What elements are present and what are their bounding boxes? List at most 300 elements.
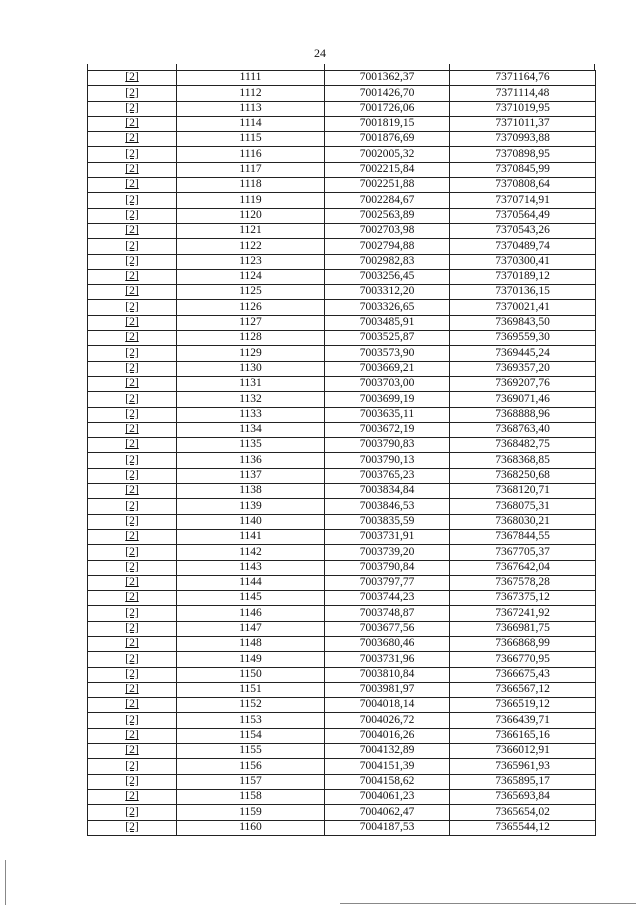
cell-y-coordinate bbox=[450, 438, 596, 453]
cell-x-coordinate-text: 7002563,89 bbox=[359, 208, 415, 221]
table-row bbox=[88, 315, 596, 330]
cell-x-coordinate bbox=[325, 575, 450, 590]
cell-y-coordinate-text: 7365544,12 bbox=[495, 820, 550, 833]
cell-reference bbox=[88, 132, 177, 147]
cell-x-coordinate-text: 7004018,14 bbox=[359, 698, 415, 711]
cell-reference-text: [2] bbox=[125, 224, 139, 237]
cell-reference bbox=[88, 606, 177, 621]
table-row bbox=[88, 514, 596, 529]
cell-x-coordinate bbox=[325, 315, 450, 330]
cell-x-coordinate bbox=[325, 667, 450, 682]
cell-y-coordinate bbox=[450, 728, 596, 743]
cell-x-coordinate-text: 7003744,23 bbox=[359, 591, 415, 604]
cell-x-coordinate bbox=[325, 147, 450, 162]
cell-x-coordinate bbox=[325, 713, 450, 728]
cell-y-coordinate bbox=[450, 269, 596, 284]
cell-y-coordinate bbox=[450, 774, 596, 789]
cell-y-coordinate bbox=[450, 744, 596, 759]
cell-reference bbox=[88, 621, 177, 636]
cell-y-coordinate-text: 7368888,96 bbox=[495, 407, 550, 420]
cell-point-number-text: 1143 bbox=[239, 560, 262, 573]
cell-y-coordinate bbox=[450, 636, 596, 651]
cell-y-coordinate bbox=[450, 499, 596, 514]
coordinates-table bbox=[87, 70, 596, 836]
cell-point-number bbox=[177, 652, 325, 667]
cell-reference bbox=[88, 361, 177, 376]
cell-x-coordinate bbox=[325, 223, 450, 238]
cell-y-coordinate bbox=[450, 453, 596, 468]
cell-reference-text: [2] bbox=[125, 193, 139, 206]
cell-point-number-text: 1113 bbox=[239, 101, 262, 114]
cell-reference-text: [2] bbox=[125, 637, 139, 650]
cell-y-coordinate-text: 7370714,91 bbox=[495, 193, 550, 206]
cell-reference-text: [2] bbox=[125, 790, 139, 803]
table-row bbox=[88, 101, 596, 116]
cell-x-coordinate bbox=[325, 591, 450, 606]
cell-reference bbox=[88, 162, 177, 177]
cell-point-number bbox=[177, 86, 325, 101]
table-row bbox=[88, 346, 596, 361]
cell-x-coordinate-text: 7003669,21 bbox=[359, 361, 415, 374]
table-row bbox=[88, 606, 596, 621]
cell-reference bbox=[88, 147, 177, 162]
cell-point-number-text: 1156 bbox=[239, 759, 262, 772]
cell-reference bbox=[88, 514, 177, 529]
table-row bbox=[88, 223, 596, 238]
cell-point-number bbox=[177, 147, 325, 162]
cell-y-coordinate-text: 7366165,16 bbox=[495, 729, 550, 742]
cell-reference bbox=[88, 484, 177, 499]
cell-y-coordinate-text: 7365961,93 bbox=[495, 759, 550, 772]
cell-y-coordinate bbox=[450, 315, 596, 330]
cell-y-coordinate bbox=[450, 422, 596, 437]
cell-x-coordinate-text: 7002005,32 bbox=[359, 147, 415, 160]
cell-x-coordinate bbox=[325, 254, 450, 269]
cell-x-coordinate bbox=[325, 621, 450, 636]
cell-x-coordinate bbox=[325, 193, 450, 208]
cell-point-number-text: 1159 bbox=[239, 805, 262, 818]
cell-y-coordinate-text: 7369445,24 bbox=[495, 346, 550, 359]
cell-reference bbox=[88, 805, 177, 820]
cell-reference bbox=[88, 667, 177, 682]
cell-x-coordinate bbox=[325, 86, 450, 101]
cell-point-number-text: 1134 bbox=[239, 423, 262, 436]
cell-point-number bbox=[177, 759, 325, 774]
cell-x-coordinate-text: 7003981,97 bbox=[359, 683, 415, 696]
cell-x-coordinate bbox=[325, 331, 450, 346]
cell-y-coordinate bbox=[450, 178, 596, 193]
cell-reference bbox=[88, 499, 177, 514]
table-row bbox=[88, 759, 596, 774]
table-row bbox=[88, 682, 596, 697]
cell-reference bbox=[88, 774, 177, 789]
cell-point-number bbox=[177, 621, 325, 636]
cell-reference-text: [2] bbox=[125, 698, 139, 711]
cell-reference bbox=[88, 591, 177, 606]
cell-x-coordinate-text: 7003739,20 bbox=[359, 545, 415, 558]
cell-reference bbox=[88, 254, 177, 269]
cell-y-coordinate bbox=[450, 361, 596, 376]
cell-point-number bbox=[177, 269, 325, 284]
cell-y-coordinate-text: 7366868,99 bbox=[495, 637, 550, 650]
cell-y-coordinate-text: 7366439,71 bbox=[495, 713, 550, 726]
cell-reference-text: [2] bbox=[125, 667, 139, 680]
cell-point-number-text: 1126 bbox=[239, 300, 262, 313]
cell-point-number bbox=[177, 820, 325, 835]
cell-reference bbox=[88, 269, 177, 284]
cell-reference bbox=[88, 300, 177, 315]
table-row bbox=[88, 484, 596, 499]
cell-y-coordinate-text: 7368075,31 bbox=[495, 499, 550, 512]
cell-x-coordinate-text: 7003326,65 bbox=[359, 300, 415, 313]
cell-point-number bbox=[177, 484, 325, 499]
cell-x-coordinate-text: 7001426,70 bbox=[359, 86, 415, 99]
cell-x-coordinate bbox=[325, 728, 450, 743]
cell-reference-text: [2] bbox=[125, 606, 139, 619]
cell-x-coordinate-text: 7004062,47 bbox=[359, 805, 415, 818]
cell-y-coordinate bbox=[450, 101, 596, 116]
cell-reference-text: [2] bbox=[125, 300, 139, 313]
cell-x-coordinate bbox=[325, 101, 450, 116]
cell-x-coordinate bbox=[325, 453, 450, 468]
cell-point-number bbox=[177, 468, 325, 483]
cell-x-coordinate bbox=[325, 269, 450, 284]
cell-x-coordinate-text: 7003835,59 bbox=[359, 514, 415, 527]
table-row bbox=[88, 422, 596, 437]
cell-y-coordinate bbox=[450, 484, 596, 499]
table-row bbox=[88, 805, 596, 820]
cell-reference-text: [2] bbox=[125, 530, 139, 543]
cell-point-number-text: 1133 bbox=[239, 407, 262, 420]
cell-y-coordinate bbox=[450, 468, 596, 483]
cell-y-coordinate bbox=[450, 239, 596, 254]
cell-point-number bbox=[177, 728, 325, 743]
cell-y-coordinate-text: 7365895,17 bbox=[495, 774, 550, 787]
table-row bbox=[88, 591, 596, 606]
table-row bbox=[88, 178, 596, 193]
cell-x-coordinate-text: 7003731,91 bbox=[359, 530, 415, 543]
cell-point-number bbox=[177, 545, 325, 560]
cell-reference-text: [2] bbox=[125, 239, 139, 252]
cell-x-coordinate bbox=[325, 805, 450, 820]
cell-point-number bbox=[177, 223, 325, 238]
cell-point-number bbox=[177, 132, 325, 147]
cell-y-coordinate-text: 7367642,04 bbox=[495, 560, 550, 573]
cell-x-coordinate-text: 7003765,23 bbox=[359, 469, 415, 482]
cell-point-number-text: 1141 bbox=[239, 530, 262, 543]
cell-point-number bbox=[177, 331, 325, 346]
cell-reference bbox=[88, 728, 177, 743]
cell-x-coordinate-text: 7001726,06 bbox=[359, 101, 415, 114]
cell-point-number-text: 1136 bbox=[239, 453, 262, 466]
cell-x-coordinate bbox=[325, 239, 450, 254]
table-row bbox=[88, 560, 596, 575]
cell-y-coordinate-text: 7368763,40 bbox=[495, 423, 550, 436]
cell-reference-text: [2] bbox=[125, 86, 139, 99]
cell-x-coordinate bbox=[325, 652, 450, 667]
table-row bbox=[88, 376, 596, 391]
cell-reference bbox=[88, 636, 177, 651]
cell-y-coordinate bbox=[450, 346, 596, 361]
table-row bbox=[88, 575, 596, 590]
cell-y-coordinate-text: 7370993,88 bbox=[495, 132, 550, 145]
cell-reference bbox=[88, 529, 177, 544]
cell-reference bbox=[88, 713, 177, 728]
cell-y-coordinate bbox=[450, 254, 596, 269]
cell-y-coordinate bbox=[450, 331, 596, 346]
cell-reference-text: [2] bbox=[125, 270, 139, 283]
cell-reference bbox=[88, 285, 177, 300]
table-row bbox=[88, 636, 596, 651]
cell-x-coordinate-text: 7003312,20 bbox=[359, 285, 415, 298]
cell-y-coordinate bbox=[450, 698, 596, 713]
cell-point-number-text: 1153 bbox=[239, 713, 262, 726]
table-row bbox=[88, 285, 596, 300]
cell-y-coordinate bbox=[450, 407, 596, 422]
cell-point-number-text: 1154 bbox=[239, 729, 262, 742]
cell-point-number bbox=[177, 422, 325, 437]
cell-point-number bbox=[177, 239, 325, 254]
cell-point-number-text: 1137 bbox=[239, 469, 262, 482]
cell-point-number-text: 1139 bbox=[239, 499, 262, 512]
cell-x-coordinate bbox=[325, 744, 450, 759]
cell-point-number-text: 1148 bbox=[239, 637, 262, 650]
cell-reference bbox=[88, 789, 177, 804]
table-row bbox=[88, 254, 596, 269]
cell-x-coordinate bbox=[325, 529, 450, 544]
cell-x-coordinate-text: 7002794,88 bbox=[359, 239, 415, 252]
cell-y-coordinate bbox=[450, 545, 596, 560]
cell-reference-text: [2] bbox=[125, 545, 139, 558]
cell-x-coordinate bbox=[325, 376, 450, 391]
cell-y-coordinate bbox=[450, 682, 596, 697]
cell-y-coordinate bbox=[450, 514, 596, 529]
cell-x-coordinate-text: 7004016,26 bbox=[359, 729, 415, 742]
cell-reference-text: [2] bbox=[125, 71, 139, 84]
cell-y-coordinate-text: 7368250,68 bbox=[495, 469, 550, 482]
cell-x-coordinate bbox=[325, 407, 450, 422]
cell-y-coordinate-text: 7367375,12 bbox=[495, 591, 550, 604]
cell-reference bbox=[88, 759, 177, 774]
table-row bbox=[88, 698, 596, 713]
cell-reference bbox=[88, 223, 177, 238]
cell-point-number bbox=[177, 162, 325, 177]
cell-y-coordinate-text: 7370136,15 bbox=[495, 285, 550, 298]
cell-reference bbox=[88, 820, 177, 835]
cell-x-coordinate-text: 7003810,84 bbox=[359, 667, 415, 680]
cell-point-number bbox=[177, 254, 325, 269]
cell-point-number bbox=[177, 698, 325, 713]
table-row bbox=[88, 147, 596, 162]
table-row bbox=[88, 162, 596, 177]
cell-y-coordinate-text: 7370564,49 bbox=[495, 208, 550, 221]
cell-point-number-text: 1142 bbox=[239, 545, 262, 558]
cell-y-coordinate bbox=[450, 652, 596, 667]
table-row bbox=[88, 789, 596, 804]
cell-x-coordinate bbox=[325, 484, 450, 499]
cell-y-coordinate bbox=[450, 713, 596, 728]
cell-x-coordinate-text: 7003635,11 bbox=[359, 407, 415, 420]
cell-reference-text: [2] bbox=[125, 514, 139, 527]
page-edge-line bbox=[5, 860, 6, 905]
cell-x-coordinate bbox=[325, 759, 450, 774]
cell-x-coordinate-text: 7004132,89 bbox=[359, 744, 415, 757]
cell-x-coordinate bbox=[325, 300, 450, 315]
page-bottom-line bbox=[340, 903, 636, 904]
table-row bbox=[88, 774, 596, 789]
cell-x-coordinate-text: 7003790,84 bbox=[359, 560, 415, 573]
cell-point-number bbox=[177, 392, 325, 407]
cell-point-number-text: 1144 bbox=[239, 576, 262, 589]
table-row bbox=[88, 269, 596, 284]
cell-x-coordinate bbox=[325, 71, 450, 86]
cell-x-coordinate-text: 7003790,13 bbox=[359, 453, 415, 466]
cell-x-coordinate bbox=[325, 422, 450, 437]
cell-point-number bbox=[177, 667, 325, 682]
cell-y-coordinate bbox=[450, 300, 596, 315]
table-row bbox=[88, 744, 596, 759]
cell-x-coordinate-text: 7003256,45 bbox=[359, 270, 415, 283]
cell-point-number-text: 1118 bbox=[239, 178, 262, 191]
cell-point-number bbox=[177, 285, 325, 300]
cell-y-coordinate bbox=[450, 575, 596, 590]
cell-y-coordinate bbox=[450, 621, 596, 636]
cell-point-number bbox=[177, 346, 325, 361]
cell-reference-text: [2] bbox=[125, 285, 139, 298]
cell-y-coordinate-text: 7366675,43 bbox=[495, 667, 550, 680]
cell-y-coordinate bbox=[450, 132, 596, 147]
cell-reference-text: [2] bbox=[125, 361, 139, 374]
cell-reference bbox=[88, 392, 177, 407]
cell-y-coordinate bbox=[450, 376, 596, 391]
cell-point-number bbox=[177, 789, 325, 804]
cell-x-coordinate bbox=[325, 346, 450, 361]
table-row bbox=[88, 239, 596, 254]
cell-reference bbox=[88, 116, 177, 131]
table-row bbox=[88, 468, 596, 483]
cell-reference-text: [2] bbox=[125, 621, 139, 634]
cell-point-number bbox=[177, 361, 325, 376]
cell-y-coordinate-text: 7369071,46 bbox=[495, 392, 550, 405]
table-row bbox=[88, 361, 596, 376]
cell-reference bbox=[88, 71, 177, 86]
cell-y-coordinate bbox=[450, 208, 596, 223]
cell-point-number-text: 1124 bbox=[239, 270, 262, 283]
cell-y-coordinate bbox=[450, 820, 596, 835]
cell-point-number bbox=[177, 178, 325, 193]
cell-reference-text: [2] bbox=[125, 407, 139, 420]
table-row bbox=[88, 667, 596, 682]
cell-point-number bbox=[177, 71, 325, 86]
cell-reference-text: [2] bbox=[125, 729, 139, 742]
cell-y-coordinate bbox=[450, 392, 596, 407]
cell-reference-text: [2] bbox=[125, 560, 139, 573]
cell-x-coordinate bbox=[325, 208, 450, 223]
cell-x-coordinate-text: 7003699,19 bbox=[359, 392, 415, 405]
cell-point-number bbox=[177, 193, 325, 208]
cell-reference-text: [2] bbox=[125, 652, 139, 665]
table-row bbox=[88, 193, 596, 208]
cell-y-coordinate-text: 7366770,95 bbox=[495, 652, 550, 665]
cell-y-coordinate bbox=[450, 116, 596, 131]
cell-y-coordinate bbox=[450, 529, 596, 544]
cell-point-number bbox=[177, 606, 325, 621]
cell-x-coordinate-text: 7003731,96 bbox=[359, 652, 415, 665]
cell-reference bbox=[88, 438, 177, 453]
cell-y-coordinate-text: 7369559,30 bbox=[495, 331, 550, 344]
cell-x-coordinate-text: 7003677,56 bbox=[359, 621, 415, 634]
table-row bbox=[88, 407, 596, 422]
cell-x-coordinate-text: 7002982,83 bbox=[359, 254, 415, 267]
cell-x-coordinate-text: 7004151,39 bbox=[359, 759, 415, 772]
cell-reference-text: [2] bbox=[125, 576, 139, 589]
cell-reference-text: [2] bbox=[125, 499, 139, 512]
cell-point-number-text: 1115 bbox=[239, 132, 262, 145]
cell-x-coordinate bbox=[325, 820, 450, 835]
table-row bbox=[88, 728, 596, 743]
cell-reference bbox=[88, 744, 177, 759]
cell-x-coordinate-text: 7004026,72 bbox=[359, 713, 415, 726]
cell-y-coordinate-text: 7369207,76 bbox=[495, 377, 550, 390]
cell-x-coordinate bbox=[325, 116, 450, 131]
cell-x-coordinate-text: 7003790,83 bbox=[359, 438, 415, 451]
cell-reference-text: [2] bbox=[125, 163, 139, 176]
cell-point-number bbox=[177, 713, 325, 728]
cell-point-number-text: 1152 bbox=[239, 698, 262, 711]
cell-y-coordinate bbox=[450, 86, 596, 101]
page-number: 24 bbox=[314, 46, 326, 60]
cell-y-coordinate bbox=[450, 759, 596, 774]
table-row bbox=[88, 71, 596, 86]
cell-point-number-text: 1114 bbox=[239, 117, 262, 130]
cell-reference bbox=[88, 239, 177, 254]
cell-x-coordinate bbox=[325, 499, 450, 514]
cell-point-number-text: 1117 bbox=[239, 163, 262, 176]
cell-reference-text: [2] bbox=[125, 774, 139, 787]
cell-y-coordinate-text: 7370543,26 bbox=[495, 224, 550, 237]
cell-point-number-text: 1111 bbox=[239, 71, 262, 84]
cell-y-coordinate-text: 7371011,37 bbox=[495, 117, 550, 130]
cell-y-coordinate bbox=[450, 667, 596, 682]
cell-reference-text: [2] bbox=[125, 713, 139, 726]
cell-point-number bbox=[177, 208, 325, 223]
cell-point-number bbox=[177, 744, 325, 759]
cell-x-coordinate bbox=[325, 682, 450, 697]
cell-point-number bbox=[177, 774, 325, 789]
table-row bbox=[88, 331, 596, 346]
cell-reference-text: [2] bbox=[125, 132, 139, 145]
cell-y-coordinate-text: 7365693,84 bbox=[495, 790, 550, 803]
cell-reference-text: [2] bbox=[125, 759, 139, 772]
cell-point-number-text: 1132 bbox=[239, 392, 262, 405]
cell-point-number bbox=[177, 636, 325, 651]
cell-x-coordinate bbox=[325, 392, 450, 407]
cell-reference bbox=[88, 575, 177, 590]
cell-y-coordinate-text: 7370189,12 bbox=[495, 270, 550, 283]
table-row bbox=[88, 300, 596, 315]
cell-reference-text: [2] bbox=[125, 484, 139, 497]
cell-point-number-text: 1120 bbox=[239, 208, 262, 221]
cell-y-coordinate bbox=[450, 223, 596, 238]
cell-point-number-text: 1149 bbox=[239, 652, 262, 665]
cell-point-number-text: 1123 bbox=[239, 254, 262, 267]
cell-point-number bbox=[177, 101, 325, 116]
cell-point-number-text: 1160 bbox=[239, 820, 262, 833]
cell-x-coordinate-text: 7002215,84 bbox=[359, 163, 415, 176]
cell-reference bbox=[88, 86, 177, 101]
table-row bbox=[88, 438, 596, 453]
cell-point-number-text: 1146 bbox=[239, 606, 262, 619]
